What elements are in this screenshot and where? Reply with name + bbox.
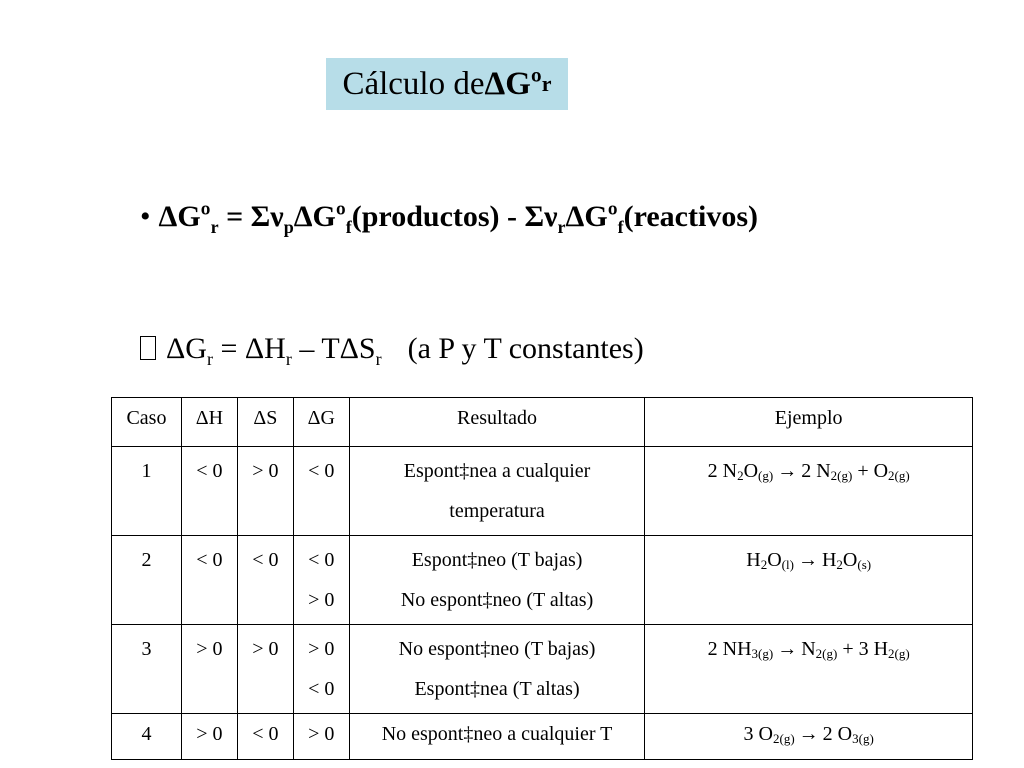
- eq2-term: ΔG: [166, 332, 207, 365]
- dg-value: > 0: [308, 723, 335, 745]
- eq1-term: (reactivos): [623, 200, 758, 233]
- table-row: [112, 447, 973, 536]
- eq1-sub: f: [345, 217, 352, 237]
- eq1-term: ΔGº: [158, 200, 211, 233]
- caso-cell: 3: [112, 625, 182, 714]
- ds-cell: < 0: [237, 714, 293, 760]
- dg-cell: [293, 625, 349, 714]
- dg-value: > 0: [308, 638, 335, 660]
- eq1-sub: f: [617, 217, 624, 237]
- ex-sub: 2(g): [815, 646, 838, 661]
- ex-sub: 3(g): [751, 646, 774, 661]
- resultado-line: temperatura: [449, 500, 545, 522]
- arrow-icon: →: [777, 460, 798, 482]
- title-text: Cálculo de: [342, 65, 485, 102]
- resultado-line: Espont‡nea (T altas): [414, 678, 580, 700]
- header-cell: Ejemplo: [645, 398, 973, 447]
- dh-cell: < 0: [181, 536, 237, 625]
- resultado-line: No espont‡neo (T bajas): [398, 638, 596, 660]
- header-cell: Caso: [112, 398, 182, 447]
- ejemplo-cell: [645, 714, 973, 760]
- dg-value: < 0: [308, 549, 335, 571]
- ex-sub: 2(g): [888, 468, 910, 483]
- eq2-term: – TΔS: [291, 332, 376, 365]
- dg-value: < 0: [308, 678, 335, 700]
- ds-cell: > 0: [237, 625, 293, 714]
- bullet: •: [140, 200, 151, 233]
- ex-term: 2 N: [801, 460, 831, 482]
- resultado-cell: [349, 536, 645, 625]
- gibbs-equation: [140, 332, 900, 370]
- ex-term: O: [743, 460, 759, 482]
- dg-cell: [293, 714, 349, 760]
- dh-cell: > 0: [181, 714, 237, 760]
- ex-sub: 3(g): [852, 731, 874, 746]
- resultado-cell: [349, 714, 645, 760]
- title-symbol: ΔGº: [484, 65, 542, 102]
- ex-sub: (g): [758, 468, 774, 483]
- ex-term: O: [842, 549, 858, 571]
- caso-cell: 2: [112, 536, 182, 625]
- table-row: [112, 536, 973, 625]
- dh-cell: < 0: [181, 447, 237, 536]
- arrow-icon: →: [798, 723, 819, 745]
- eq2-sub: r: [285, 349, 292, 369]
- ejemplo-cell: [645, 625, 973, 714]
- missing-glyph-icon: [140, 336, 156, 360]
- eq1-term: ΔGº: [565, 200, 618, 233]
- resultado-line: Espont‡neo (T bajas): [411, 549, 583, 571]
- eq1-sub: r: [210, 217, 219, 237]
- slide-title: [326, 58, 568, 110]
- ex-term: O: [767, 549, 782, 571]
- dh-cell: > 0: [181, 625, 237, 714]
- eq1-term: (productos) - Σν: [351, 200, 558, 233]
- ex-term: 2 NH: [707, 638, 752, 660]
- ex-term: 2 O: [822, 723, 853, 745]
- resultado-line: No espont‡neo (T altas): [400, 589, 594, 611]
- ex-sub: (l): [781, 557, 794, 572]
- header-cell: ΔG: [293, 398, 349, 447]
- ex-term: N: [801, 638, 816, 660]
- dg-cell: [293, 447, 349, 536]
- ex-term: H: [821, 549, 837, 571]
- gibbs-standard-equation: [140, 200, 920, 238]
- ex-sub: 2: [737, 468, 744, 483]
- ds-cell: < 0: [237, 536, 293, 625]
- dg-cell: [293, 536, 349, 625]
- eq1-term: = Σν: [218, 200, 284, 233]
- arrow-icon: →: [797, 549, 818, 571]
- resultado-line: Espont‡nea a cualquier: [403, 460, 591, 482]
- eq2-sub: r: [375, 349, 382, 369]
- eq1-sub: p: [283, 217, 294, 237]
- resultado-line: No espont‡neo a cualquier T: [381, 723, 613, 745]
- ex-sub: 2(g): [830, 468, 853, 483]
- table-row: [112, 714, 973, 760]
- eq2-term: = ΔH: [212, 332, 286, 365]
- dg-value: < 0: [308, 460, 335, 482]
- equation-condition: (a P y T constantes): [407, 332, 644, 365]
- arrow-icon: →: [777, 638, 798, 660]
- eq1-term: ΔGº: [293, 200, 346, 233]
- ex-sub: 2: [760, 557, 768, 572]
- resultado-cell: [349, 447, 645, 536]
- caso-cell: 4: [112, 714, 182, 760]
- caso-cell: 1: [112, 447, 182, 536]
- table-row: [112, 625, 973, 714]
- header-cell: Resultado: [349, 398, 645, 447]
- ex-sub: 2(g): [888, 646, 910, 661]
- header-cell: ΔS: [237, 398, 293, 447]
- ex-term: 2 N: [707, 460, 738, 482]
- ex-term: H: [746, 549, 761, 571]
- ex-term: + 3 H: [837, 638, 889, 660]
- ex-term: + O: [852, 460, 889, 482]
- ejemplo-cell: [645, 536, 973, 625]
- ds-cell: > 0: [237, 447, 293, 536]
- ejemplo-cell: [645, 447, 973, 536]
- ex-sub: 2(g): [773, 731, 795, 746]
- dg-value: > 0: [308, 589, 335, 611]
- ex-sub: 2: [836, 557, 843, 572]
- ex-term: 3 O: [743, 723, 773, 745]
- cases-table: [111, 397, 973, 760]
- title-subscript: r: [541, 71, 552, 96]
- header-cell: ΔH: [181, 398, 237, 447]
- eq2-sub: r: [206, 349, 213, 369]
- eq1-sub: r: [557, 217, 566, 237]
- resultado-cell: [349, 625, 645, 714]
- ex-sub: (s): [857, 557, 872, 572]
- table-header-row: [112, 398, 973, 447]
